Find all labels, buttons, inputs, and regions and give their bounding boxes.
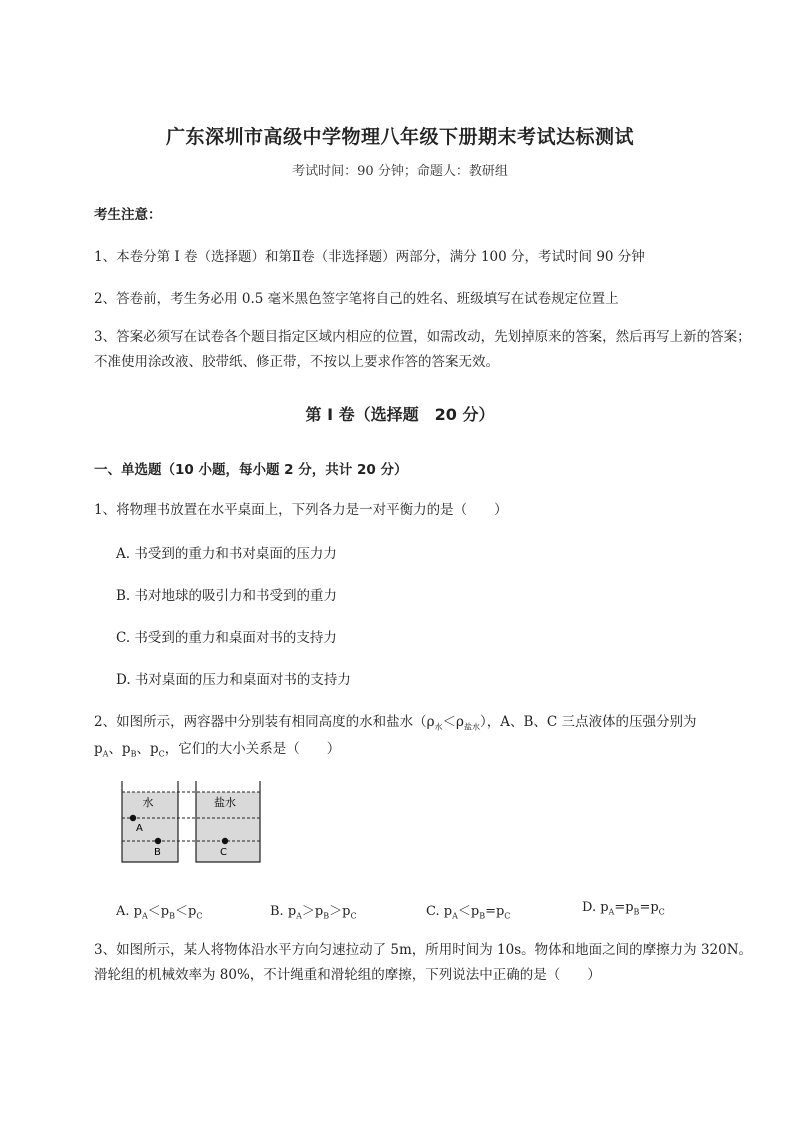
question-2-option-d: D. $p_A=p_B=p_C$ <box>582 900 665 917</box>
point-b-label: B <box>154 847 161 858</box>
part-heading: 一、单选题（10 小题，每小题 2 分，共计 20 分） <box>94 462 408 478</box>
page-title: 广东深圳市高级中学物理八年级下册期末考试达标测试 <box>165 126 634 148</box>
question-2-stem-line-1: 2、如图所示，两容器中分别装有相同高度的水和盐水$(\rho_水<\rho_{盐水})$，A、B、C 三点液体的压强分别为 <box>94 714 697 732</box>
question-1-option-a: A. 书受到的重力和书对桌面的压力力 <box>116 546 337 562</box>
section-title: 第 I 卷（选择题 20 分） <box>305 405 495 424</box>
page-subtitle: 考试时间：90 分钟；命题人：教研组 <box>292 164 508 179</box>
point-c-label: C <box>220 847 227 858</box>
point-c <box>222 838 228 844</box>
question-2-figure <box>118 778 268 868</box>
water-label: 水 <box>142 796 154 809</box>
question-1-stem: 1、将物理书放置在水平桌面上，下列各力是一对平衡力的是（ ） <box>94 502 508 518</box>
question-2-stem-line-2: $p_A$、$p_B$、$p_C$，它们的大小关系是（ ） <box>94 741 341 759</box>
point-a-label: A <box>136 823 143 834</box>
notice-item-3: 3、答案必须写在试卷各个题目指定区域内相应的位置，如需改动，先划掉原来的答案，然后再写上新的答案；不准使用涂改液、胶带纸、修正带，不按以上要求作答的答案无效。 <box>94 329 751 370</box>
question-2-option-a: A. $p_A<p_B<p_C$ <box>116 904 203 921</box>
notice-item-1: 1、本卷分第 I 卷（选择题）和第Ⅱ卷（非选择题）两部分，满分 100 分，考试时间 90 分钟 <box>94 249 645 265</box>
saltwater-label: 盐水 <box>214 796 236 809</box>
notice-item-2: 2、答卷前，考生务必用 0.5 毫米黑色签字笔将自己的姓名、班级填写在试卷规定位置上 <box>94 291 619 307</box>
question-1-option-b: B. 书对地球的吸引力和书受到的重力 <box>116 588 338 604</box>
question-3-stem: 3、如图所示，某人将物体沿水平方向匀速拉动了 5m，所用时间为 10s。物体和地面之间的摩擦力为 320N。滑轮组的机械效率为 80%，不计绳重和滑轮组的摩擦，下列说法中正确的是（ ） <box>94 942 753 983</box>
question-1-option-c: C. 书受到的重力和桌面对书的支持力 <box>116 630 337 646</box>
point-a <box>130 815 136 821</box>
point-b <box>155 838 161 844</box>
question-2-option-b: B. $p_A>p_B>p_C$ <box>270 904 357 921</box>
question-2-option-c: C. $p_A<p_B=p_C$ <box>426 904 511 921</box>
notice-heading: 考生注意： <box>94 207 162 223</box>
question-1-option-d: D. 书对桌面的压力和桌面对书的支持力 <box>116 672 351 688</box>
